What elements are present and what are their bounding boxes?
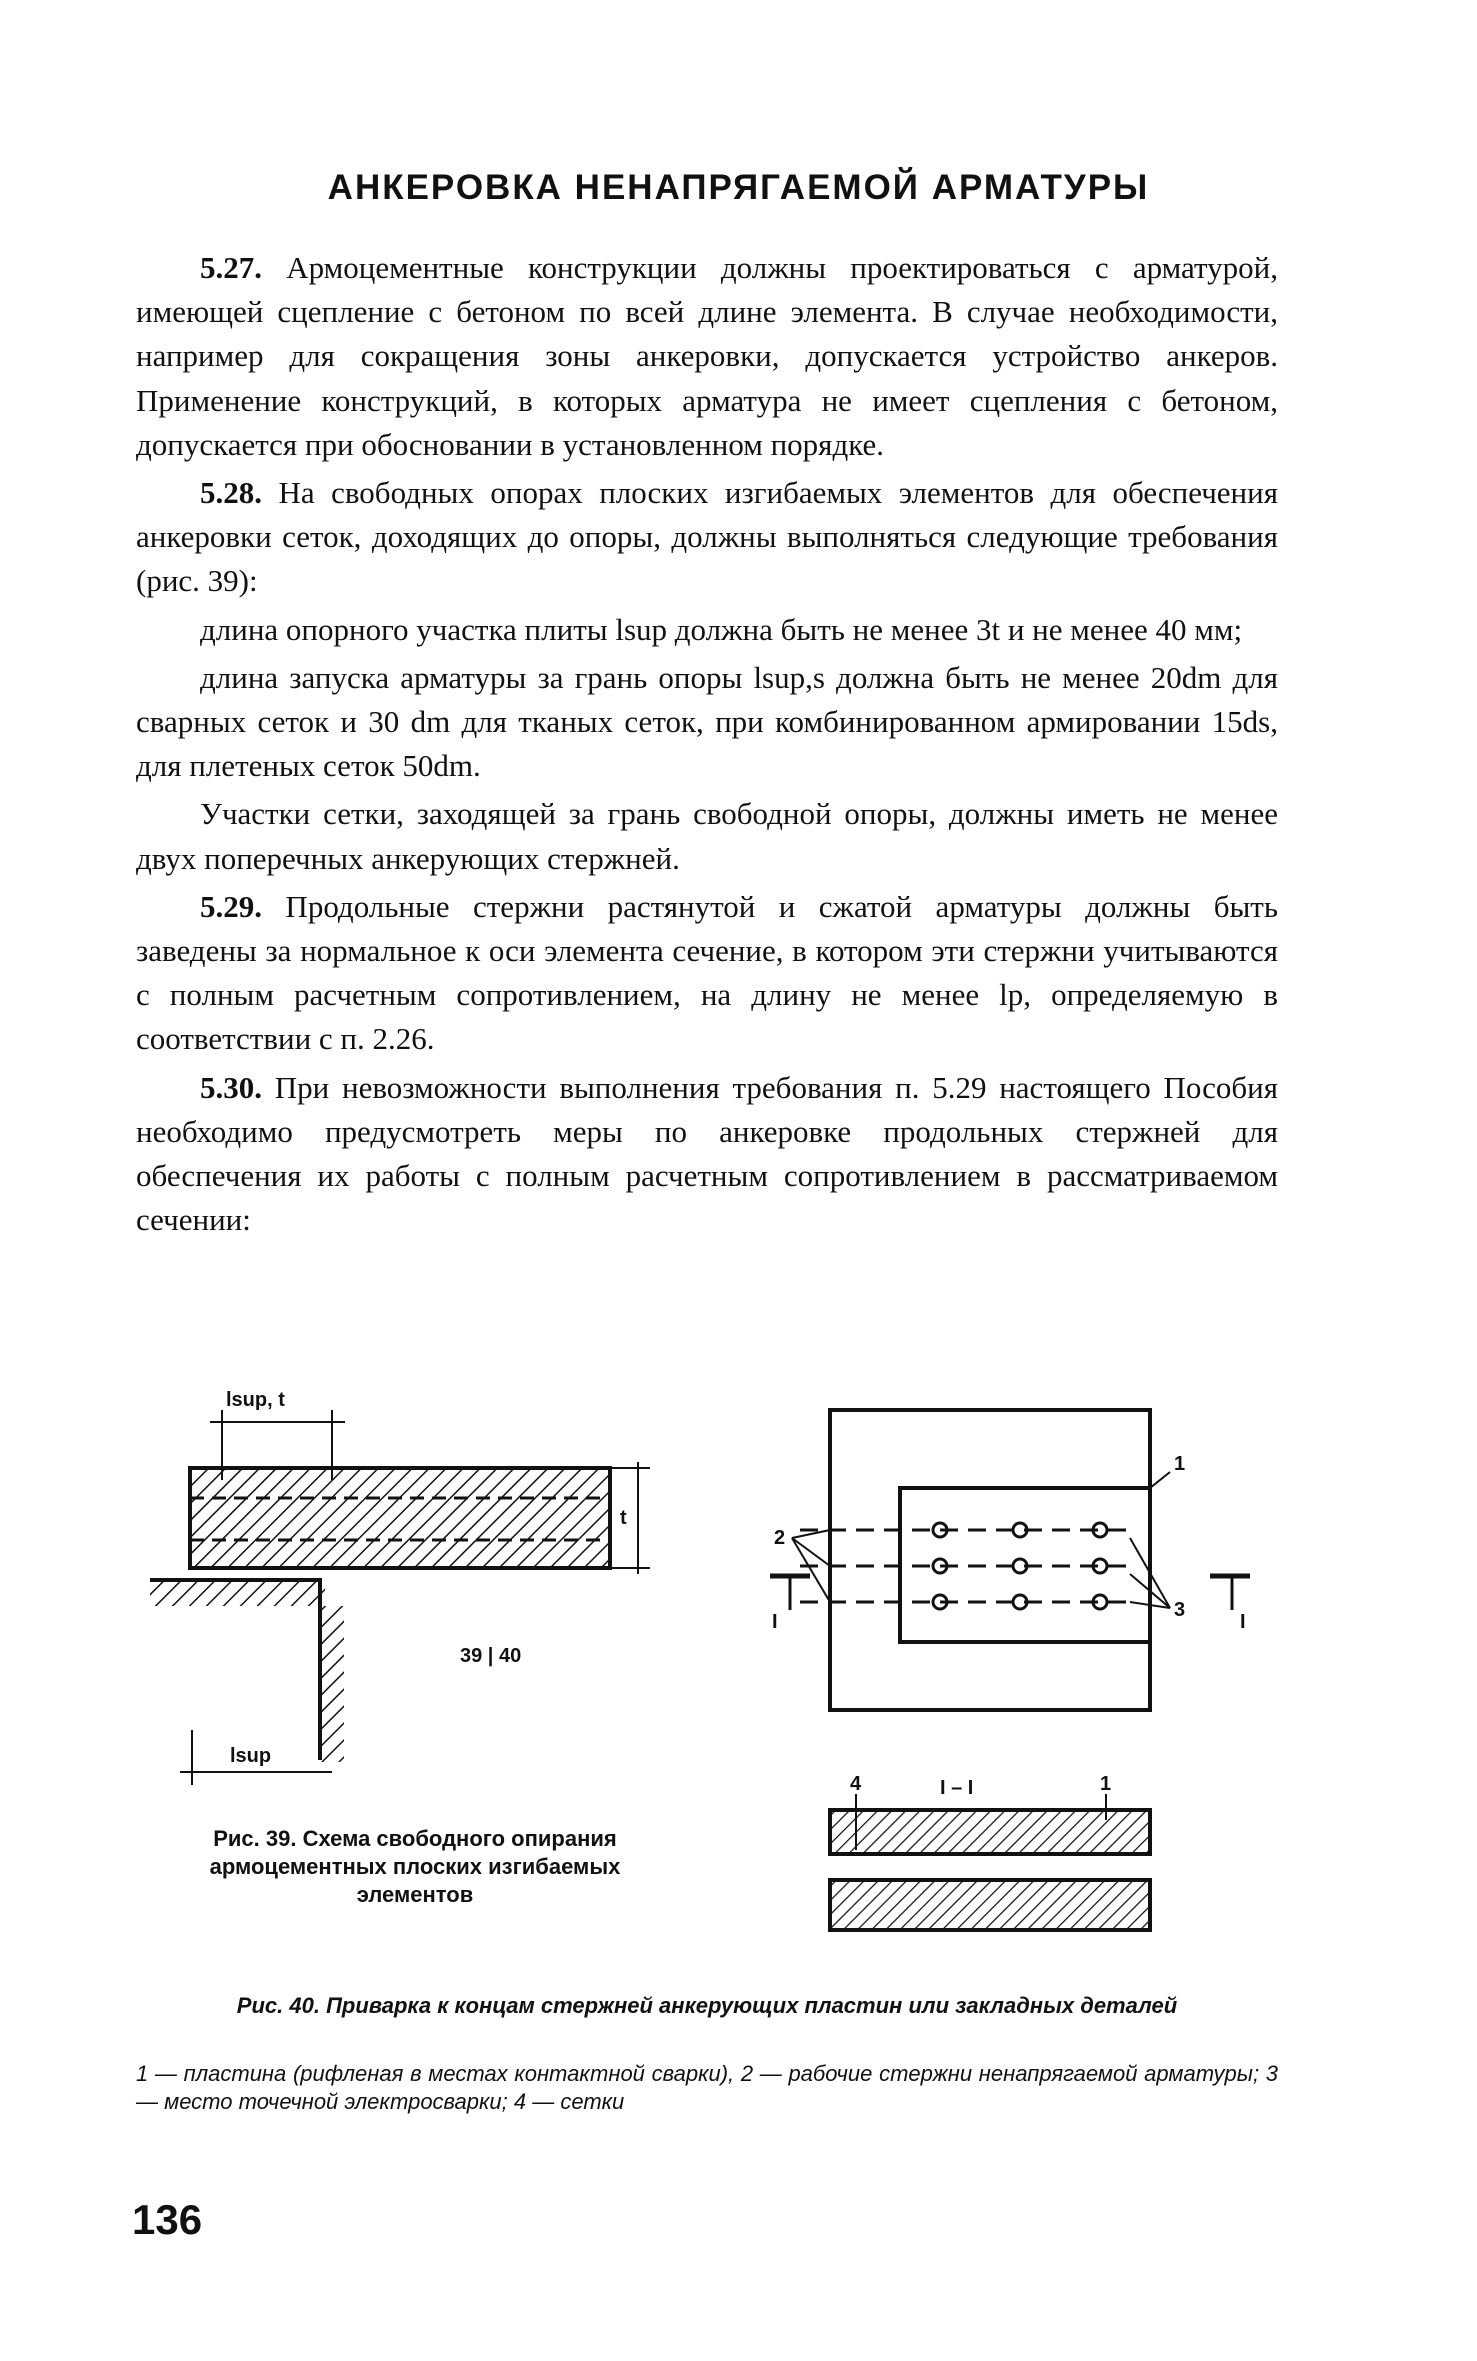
requirement-support-length <box>136 608 1278 652</box>
requirement-anchorage-length <box>136 656 1278 789</box>
section-heading: АНКЕРОВКА НЕНАПРЯГАЕМОЙ АРМАТУРЫ <box>327 168 1150 207</box>
plate-section <box>830 1810 1150 1854</box>
paragraph-5-27 <box>136 246 1278 467</box>
callout-1: 1 <box>1174 1453 1186 1475</box>
paragraph-text: длина опорного участка плиты lsup должна быть не менее 3t и не менее 40 мм; <box>200 611 1243 647</box>
callout-3: 3 <box>1174 1599 1186 1621</box>
support-outline <box>150 1580 320 1760</box>
body-text <box>136 246 1278 1246</box>
callout-4: 4 <box>850 1773 862 1795</box>
support-hatch-top <box>150 1580 325 1606</box>
figure-39-caption: Рис. 39. Схема свободного опирания армоцементных плоских изгибаемых элементов <box>209 1826 621 1907</box>
requirement-cross-bars <box>136 792 1278 880</box>
paragraph-text: длина запуска арматуры за грань опоры lsup,s должна быть не менее 20dm для сварных сеток и 30 dm для тканых сеток, при комбинированном армировании 15ds, для плетеных сеток 50dm. <box>136 659 1278 784</box>
callout-1-section: 1 <box>1100 1773 1112 1795</box>
section-mark-left: I <box>772 1611 778 1633</box>
paragraph-text: Армоцементные конструкции должны проектироваться с арматурой, имеющей сцепление с бетоном по всей длине элемента. В случае необходимости, например для сокращения зоны анкеровки, допускается устройство анкеров. Применение конструкций, в которых арматура не имеет сцепления с бетоном, допускается при обосновании в установленном порядке. <box>136 250 1278 462</box>
slab-section <box>190 1468 610 1568</box>
paragraph-5-29 <box>136 885 1278 1062</box>
clause-number: 5.29. <box>200 888 262 924</box>
figure-39-drawing <box>150 1390 690 1810</box>
section-mark-right: I <box>1240 1611 1246 1633</box>
figure-40-legend: 1 — пластина (рифленая в местах контактной сварки), 2 — рабочие стержни ненапрягаемой арматуры; 3 — место точечной электросварки; 4 — сетки <box>136 2061 1278 2114</box>
clause-number: 5.30. <box>200 1069 262 1105</box>
paragraph-text: При невозможности выполнения требования п. 5.29 настоящего Пособия необходимо предусмотреть меры по анкеровке продольных стержней для обеспечения их работы с полным расчетным сопротивлением в рассматриваемом сечении: <box>136 1069 1278 1238</box>
section-title: I – I <box>940 1777 974 1799</box>
figure-40-drawing <box>770 1380 1290 1980</box>
dimension-label-bottom: lsup <box>230 1745 272 1767</box>
paragraph-text: На свободных опорах плоских изгибаемых элементов для обеспечения анкеровки сеток, доходящих до опоры, должны выполняться следующие требования (рис. 39): <box>136 475 1278 599</box>
figure-reference: 39 | 40 <box>460 1645 522 1667</box>
support-hatch-side <box>320 1606 344 1762</box>
paragraph-5-30 <box>136 1066 1278 1243</box>
thickness-label: t <box>620 1507 627 1529</box>
paragraph-text: Продольные стержни растянутой и сжатой арматуры должны быть заведены за нормальное к оси элемента сечение, в котором эти стержни учитываются с полным расчетным сопротивлением, на длину не менее lp, определяемую в соответствии с п. 2.26. <box>136 888 1278 1057</box>
element-section <box>830 1880 1150 1930</box>
page-number: 136 <box>132 2196 203 2243</box>
dimension-label-top: lsup, t <box>226 1390 285 1411</box>
paragraph-5-28 <box>136 471 1278 604</box>
clause-number: 5.27. <box>200 250 262 285</box>
clause-number: 5.28. <box>200 475 262 511</box>
paragraph-text: Участки сетки, заходящей за грань свободной опоры, должны иметь не менее двух поперечных анкерующих стержней. <box>136 796 1278 876</box>
callout-2: 2 <box>774 1527 786 1549</box>
figure-40-caption: Рис. 40. Приварка к концам стержней анкерующих пластин или закладных деталей <box>236 1993 1178 2018</box>
